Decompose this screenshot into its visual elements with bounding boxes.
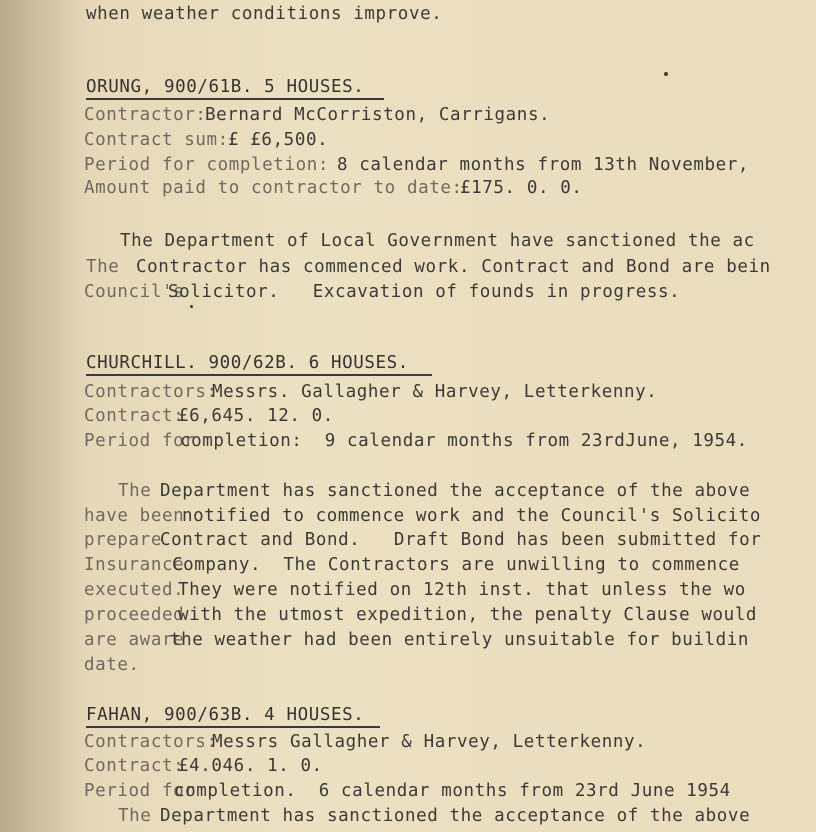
field-label: Contractors: [84,732,218,752]
paragraph-lead: prepare [84,530,162,550]
paragraph-line: Solicitor. Excavation of founds in progress. [168,282,681,302]
contractor-value: Bernard McCorriston, Carrigans. [205,105,551,125]
section-heading: FAHAN, 900/63B. 4 HOUSES. [86,705,365,725]
field-label: Period for completion: [84,155,329,175]
paragraph-lead: The [118,806,152,826]
paragraph-line: They were notified on 12th inst. that unless the wo [178,580,746,600]
text-line: when weather conditions improve. [86,4,443,24]
paragraph-lead: date. [84,655,140,675]
period-value: completion: 9 calendar months from 23rdJune, 1954. [180,431,748,451]
amount-value: £175. 0. 0. [460,178,583,198]
paragraph-line: Department has sanctioned the acceptance of the above [160,806,751,826]
paragraph-line: with the utmost expedition, the penalty Clause would [178,605,758,625]
paragraph-lead: The [86,257,120,277]
paragraph-line: Department has sanctioned the acceptance of the above [160,481,751,501]
paragraph-lead: have been [84,506,185,526]
heading-underline [86,726,380,728]
paragraph-line: the weather had been entirely unsuitable for buildin [170,630,750,650]
section-heading: ORUNG, 900/61B. 5 HOUSES. [86,77,365,97]
field-label: Contractors: [84,382,218,402]
paragraph-line: notified to commence work and the Council's Solicito [182,506,762,526]
paragraph-lead: are aware [84,630,185,650]
section-heading: CHURCHILL. 900/62B. 6 HOUSES. [86,353,409,373]
field-label: Period for [84,431,196,451]
ink-speck [190,305,193,308]
period-value: completion. 6 calendar months from 23rd June 1954 [174,781,731,801]
heading-underline [86,374,432,376]
field-label: Contract sum: [84,130,229,150]
contractor-value: Messrs. Gallagher & Harvey, Letterkenny. [212,382,658,402]
contract-value: £6,645. 12. 0. [178,406,334,426]
paragraph-lead: executed. [84,580,185,600]
contract-value: £ £6,500. [228,130,329,150]
field-label: Contractor: [84,105,207,125]
paragraph-line: Contractor has commenced work. Contract and Bond are bein [136,257,771,277]
contractor-value: Messrs Gallagher & Harvey, Letterkenny. [212,732,647,752]
field-label: Contract: [84,406,185,426]
paragraph-line: Company. The Contractors are unwilling to commence [172,555,740,575]
ink-speck [664,72,668,76]
paragraph-line: The Department of Local Government have sanctioned the ac [120,231,755,251]
contract-value: £4.046. 1. 0. [178,756,323,776]
paragraph-lead: Council's [84,282,185,302]
field-label: Period for [84,781,196,801]
paragraph-lead: The [118,481,152,501]
paragraph-lead: Insurance [84,555,185,575]
heading-underline [86,98,384,100]
field-label: Contract: [84,756,185,776]
field-label: Amount paid to contractor to date: [84,178,463,198]
paragraph-lead: proceeded [84,605,185,625]
period-value: 8 calendar months from 13th November, [337,155,750,175]
paragraph-line: Contract and Bond. Draft Bond has been submitted for [160,530,762,550]
